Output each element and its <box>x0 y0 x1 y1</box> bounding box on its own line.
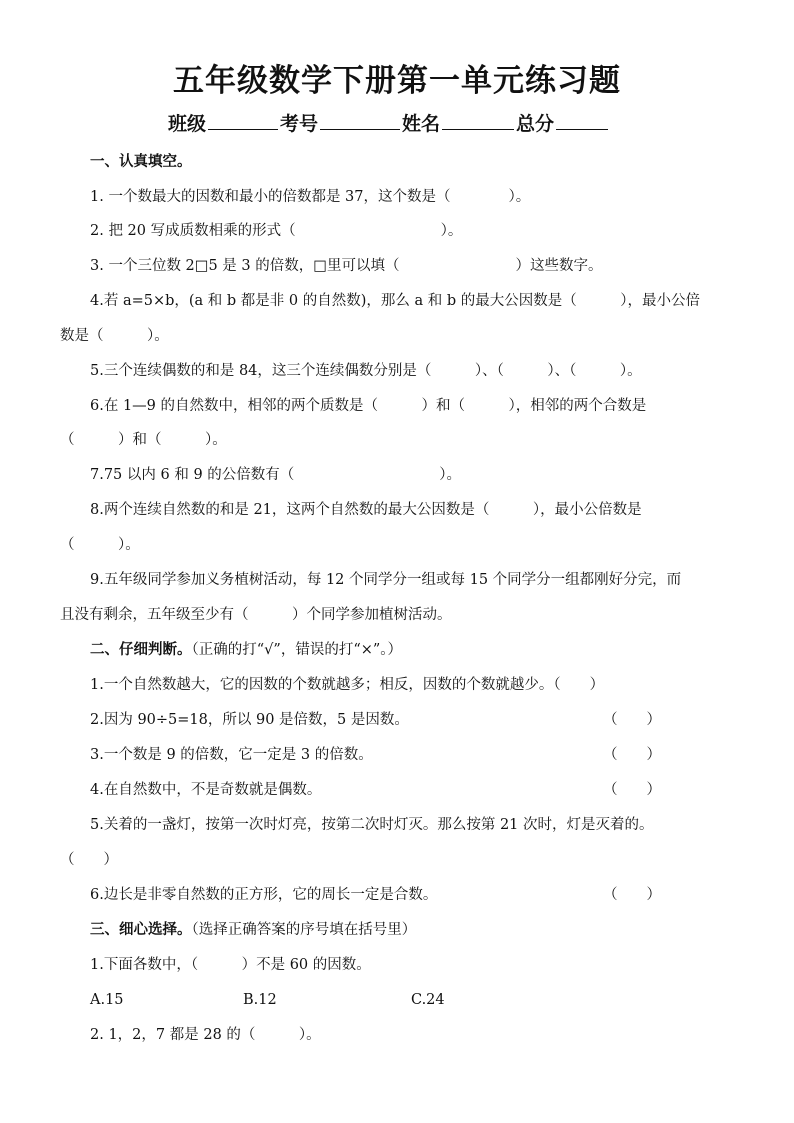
question-1-9-line-1: 9.五年级同学参加义务植树活动，每 12 个同学分一组或每 15 个同学分一组都刚好分完，而 <box>90 572 682 588</box>
option-a: A.15 <box>90 992 124 1008</box>
exam-no-blank[interactable] <box>320 111 400 130</box>
question-1-3: 3. 一个三位数 2□5 是 3 的倍数，□里可以填（ ）这些数字。 <box>90 258 603 274</box>
option-b: B.12 <box>243 992 277 1008</box>
answer-mark-2-4[interactable]: （ ） <box>603 782 661 798</box>
answer-mark-2-3[interactable]: （ ） <box>603 747 661 763</box>
question-2-3: 3.一个数是 9 的倍数，它一定是 3 的倍数。 <box>90 747 373 763</box>
score-label: 总分 <box>516 113 555 135</box>
option-c: C.24 <box>411 992 445 1008</box>
class-label: 班级 <box>168 113 207 135</box>
question-3-1: 1.下面各数中，（ ）不是 60 的因数。 <box>90 957 371 973</box>
section-1-title: 一、认真填空。 <box>90 154 192 170</box>
question-1-6-line-1: 6.在 1—9 的自然数中，相邻的两个质数是（ ）和（ ），相邻的两个合数是 <box>90 398 647 414</box>
section-2-heading <box>90 640 402 660</box>
class-blank[interactable] <box>208 111 278 130</box>
question-1-4-line-2: 数是（ ）。 <box>60 328 169 344</box>
question-1-8-line-2: （ ）。 <box>60 537 140 553</box>
question-2-1: 1.一个自然数越大，它的因数的个数就越多；相反，因数的个数就越少。（ ） <box>90 677 605 693</box>
question-2-6: 6.边长是非零自然数的正方形，它的周长一定是合数。 <box>90 887 438 903</box>
section-3-note: （选择正确答案的序号填在括号里） <box>191 922 417 938</box>
section-2-note: （正确的打“√”，错误的打“×”。） <box>191 642 403 658</box>
question-1-6-line-2: （ ）和（ ）。 <box>60 432 227 448</box>
question-1-7: 7.75 以内 6 和 9 的公倍数有（ ）。 <box>90 467 462 483</box>
question-1-1: 1. 一个数最大的因数和最小的倍数都是 37，这个数是（ ）。 <box>90 189 531 205</box>
section-2-title: 二、仔细判断。 <box>90 642 192 658</box>
section-3-title: 三、细心选择。 <box>90 922 192 938</box>
answer-mark-2-2[interactable]: （ ） <box>603 712 661 728</box>
question-2-5-line-2[interactable]: （ ） <box>60 852 118 868</box>
student-info-row <box>168 111 610 137</box>
score-blank[interactable] <box>556 111 608 130</box>
section-1-heading <box>90 152 192 172</box>
question-1-8-line-1: 8.两个连续自然数的和是 21，这两个自然数的最大公因数是（ ），最小公倍数是 <box>90 502 642 518</box>
question-2-4: 4.在自然数中，不是奇数就是偶数。 <box>90 782 322 798</box>
question-1-9-line-2: 且没有剩余，五年级至少有（ ）个同学参加植树活动。 <box>60 607 452 623</box>
name-blank[interactable] <box>442 111 514 130</box>
page-title: 五年级数学下册第一单元练习题 <box>173 63 621 99</box>
question-1-4-line-1: 4.若 a=5×b，(a 和 b 都是非 0 的自然数)，那么 a 和 b 的最大公因数是（ ），最小公倍 <box>90 293 701 309</box>
exam-no-label: 考号 <box>280 113 319 135</box>
question-1-2: 2. 把 20 写成质数相乘的形式（ ）。 <box>90 223 463 239</box>
question-1-5: 5.三个连续偶数的和是 84，这三个连续偶数分别是（ ）、（ ）、（ ）。 <box>90 363 642 379</box>
answer-mark-2-6[interactable]: （ ） <box>603 887 661 903</box>
question-2-5-line-1: 5.关着的一盏灯，按第一次时灯亮，按第二次时灯灭。那么按第 21 次时，灯是灭着的。 <box>90 817 654 833</box>
question-2-2: 2.因为 90÷5=18，所以 90 是倍数，5 是因数。 <box>90 712 409 728</box>
question-3-2: 2. 1，2，7 都是 28 的（ ）。 <box>90 1027 321 1043</box>
section-3-heading <box>90 920 416 940</box>
name-label: 姓名 <box>402 113 441 135</box>
